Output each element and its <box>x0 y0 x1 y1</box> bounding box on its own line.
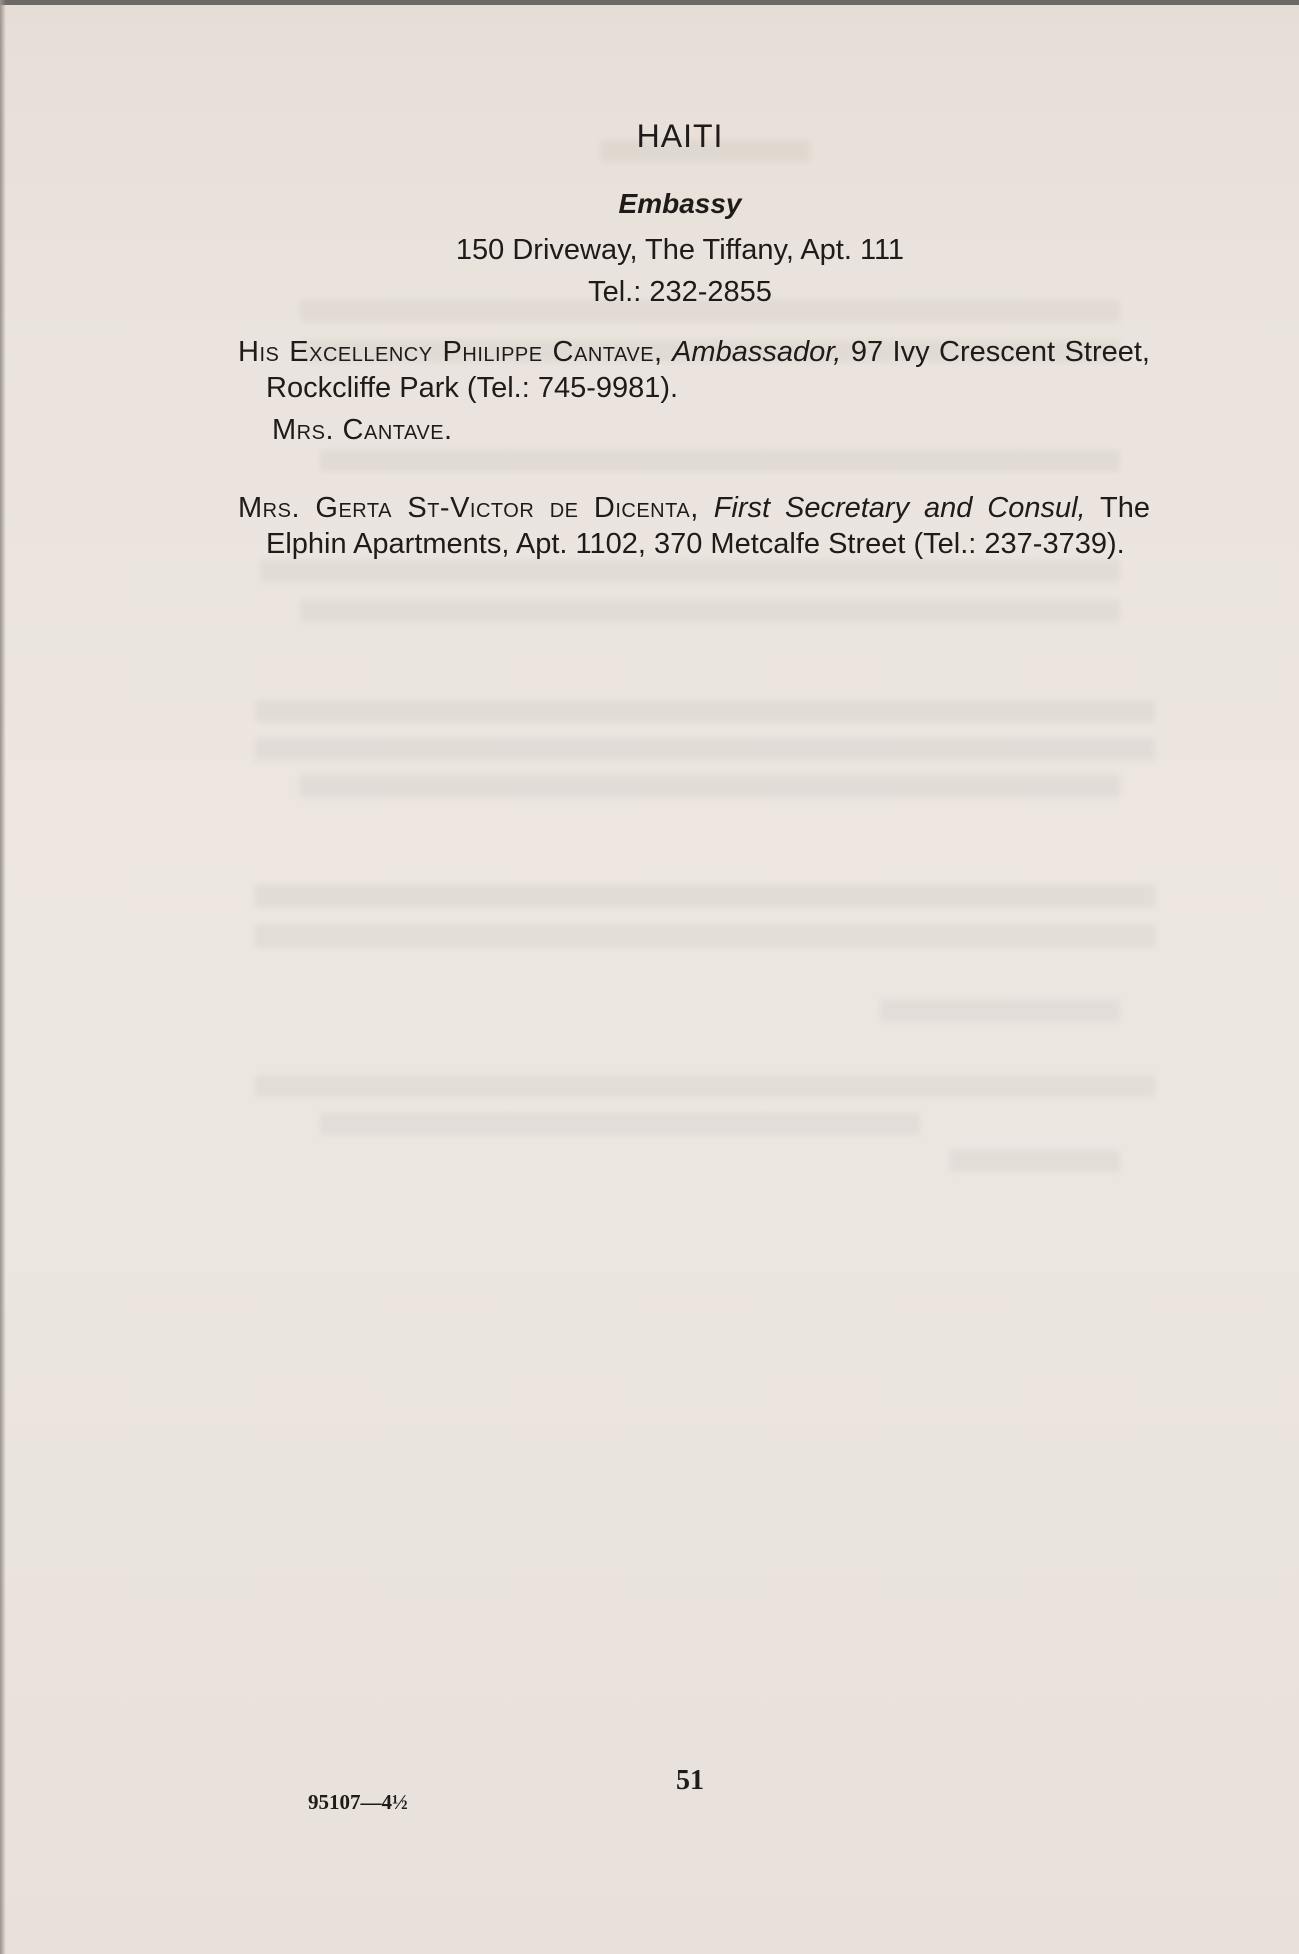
country-heading: HAITI <box>636 118 724 154</box>
entry-ambassador <box>238 334 1150 406</box>
entry-title: Ambassador, <box>672 336 842 368</box>
entry-spouse: Mrs. Cantave. <box>272 414 453 446</box>
page-top-edge <box>0 0 1299 5</box>
embassy-telephone: Tel.: 232-2855 <box>588 276 772 308</box>
page-number: 51 <box>676 1765 704 1796</box>
entry-details: The Elphin Apartments, Apt. 1102, 370 Metcalfe Street (Tel.: 237-3739). <box>266 492 1150 560</box>
entry-name: His Excellency Philippe Cantave, <box>238 336 663 368</box>
embassy-address: 150 Driveway, The Tiffany, Apt. 111 <box>455 234 905 266</box>
entry-name: Mrs. Gerta St-Victor de Dicenta, <box>238 492 699 524</box>
entry-details: 97 Ivy Crescent Street, Rockcliffe Park (Tel.: 745-9981). <box>266 336 1150 404</box>
print-code: 95107—4½ <box>308 1790 408 1814</box>
entry-title: First Secretary and Consul, <box>713 492 1086 524</box>
section-heading: Embassy <box>618 188 742 219</box>
entry-first-secretary <box>238 490 1150 562</box>
